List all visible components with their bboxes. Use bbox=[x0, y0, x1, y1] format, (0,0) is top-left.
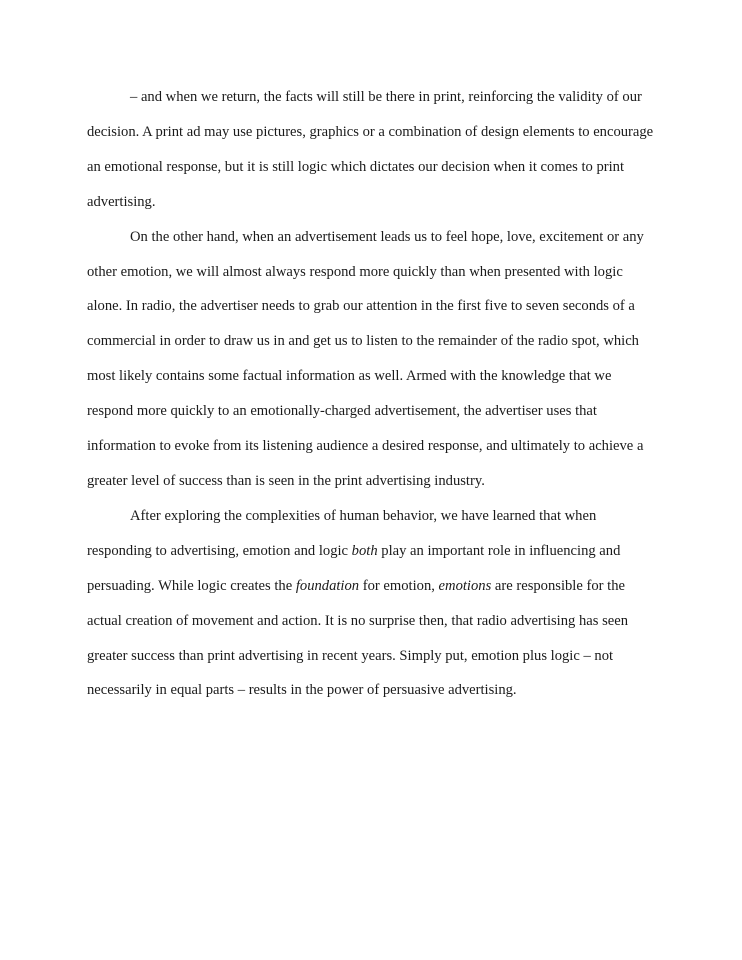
text-line: an emotional response, but it is still logic which dictates our decision when it comes to print bbox=[87, 158, 625, 175]
text-line: greater level of success than is seen in the print advertising industry. bbox=[87, 472, 485, 489]
text-run: are responsible for the bbox=[491, 577, 625, 594]
text-line: greater success than print advertising in recent years. Simply put, emotion plus logic – not bbox=[87, 647, 614, 664]
text-line: After exploring the complexities of human behavior, we have learned that when bbox=[130, 507, 597, 524]
text-line bbox=[87, 569, 665, 604]
text-line: necessarily in equal parts – results in the power of persuasive advertising. bbox=[87, 682, 517, 699]
text-line: advertising. bbox=[87, 193, 156, 210]
text-line: decision. A print ad may use pictures, graphics or a combination of design elements to encourage bbox=[87, 123, 654, 140]
paragraph-3 bbox=[87, 499, 665, 708]
text-run: play an important role in influencing and bbox=[377, 542, 621, 559]
text-line: actual creation of movement and action. It is no surprise then, that radio advertising has seen bbox=[87, 612, 629, 629]
emphasis-foundation: foundation bbox=[295, 577, 360, 594]
text-line: most likely contains some factual information as well. Armed with the knowledge that we bbox=[87, 368, 612, 385]
emphasis-emotions: emotions bbox=[438, 577, 492, 594]
text-line: respond more quickly to an emotionally-charged advertisement, the advertiser uses that bbox=[87, 403, 597, 420]
text-line: commercial in order to draw us in and get us to listen to the remainder of the radio spot, which bbox=[87, 333, 639, 350]
paragraph-2 bbox=[87, 220, 665, 499]
text-line: other emotion, we will almost always respond more quickly than when presented with logic bbox=[87, 263, 623, 280]
text-line: alone. In radio, the advertiser needs to grab our attention in the first five to seven seconds of a bbox=[87, 298, 635, 315]
paragraph-1 bbox=[87, 80, 665, 220]
emphasis-both: both bbox=[351, 542, 378, 559]
text-run: responding to advertising, emotion and logic bbox=[87, 542, 352, 559]
text-run: persuading. While logic creates the bbox=[87, 577, 296, 594]
text-line: – and when we return, the facts will still be there in print, reinforcing the validity of our bbox=[130, 89, 642, 105]
text-run: for emotion, bbox=[359, 577, 439, 594]
text-line: On the other hand, when an advertisement leads us to feel hope, love, excitement or any bbox=[130, 228, 644, 245]
document-body bbox=[87, 80, 665, 708]
text-line: information to evoke from its listening audience a desired response, and ultimately to achieve a bbox=[87, 438, 644, 455]
text-line bbox=[87, 534, 665, 569]
